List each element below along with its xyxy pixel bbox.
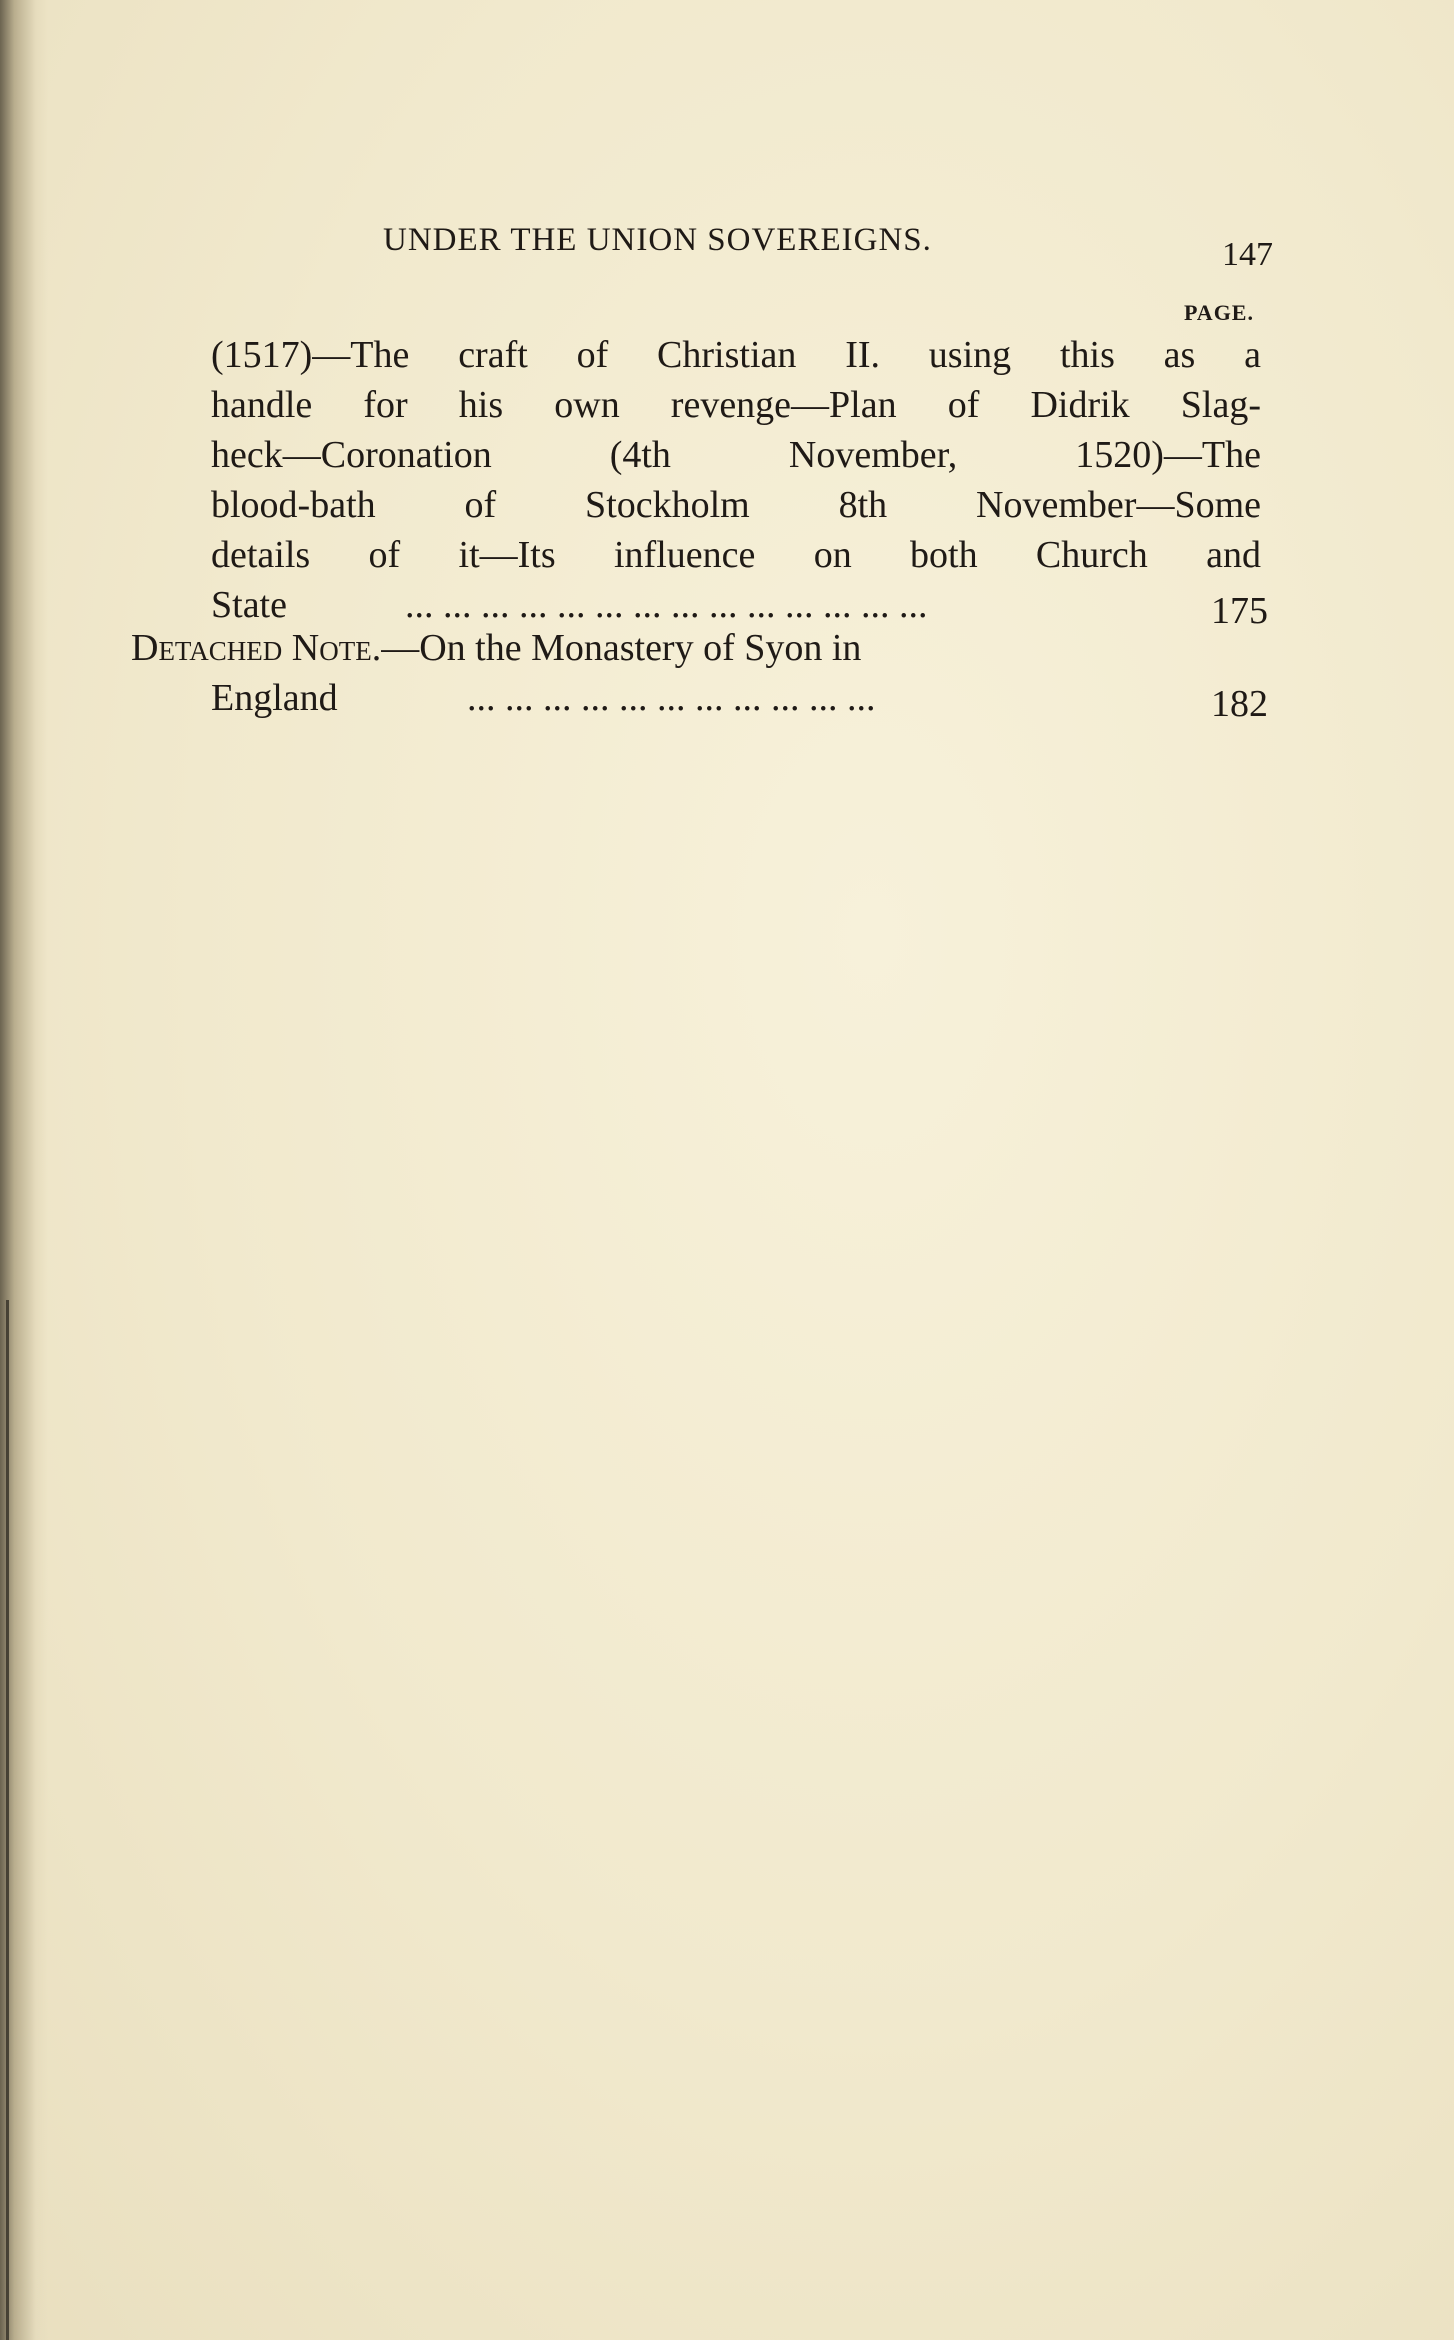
entry-line: details of it—Its influence on both Church and bbox=[211, 534, 1261, 576]
entry-line: (1517)—The craft of Christian II. using this as a bbox=[211, 334, 1261, 376]
dot-leader: ... ... ... ... ... ... ... ... ... ... ... ... ... ... bbox=[405, 584, 928, 626]
entry-page-number: 175 bbox=[1211, 590, 1268, 632]
running-head: UNDER THE UNION SOVEREIGNS. bbox=[383, 222, 932, 258]
entry-line: blood-bath of Stockholm 8th November—Some bbox=[211, 484, 1261, 526]
entry-line: —On the Monastery of Syon in bbox=[381, 627, 862, 669]
entry-page-number: 182 bbox=[1211, 683, 1268, 725]
contents-entry bbox=[131, 330, 1271, 630]
entry-first-line bbox=[131, 623, 1271, 673]
entry-line: England bbox=[211, 677, 338, 719]
entry-line: handle for his own revenge—Plan of Didrik Slag- bbox=[211, 384, 1261, 426]
dot-leader: ... ... ... ... ... ... ... ... ... ... ... bbox=[467, 677, 876, 719]
spine-edge bbox=[6, 1300, 9, 2340]
detached-note-label: Detached Note. bbox=[131, 627, 382, 669]
entry-line: State bbox=[211, 584, 287, 626]
page-column-label: PAGE. bbox=[1184, 300, 1254, 325]
page-number: 147 bbox=[1222, 236, 1273, 273]
entry-last-line bbox=[131, 673, 1271, 723]
entry-line: heck—Coronation (4th November, 1520)—The bbox=[211, 434, 1261, 476]
contents-entry bbox=[131, 623, 1271, 723]
